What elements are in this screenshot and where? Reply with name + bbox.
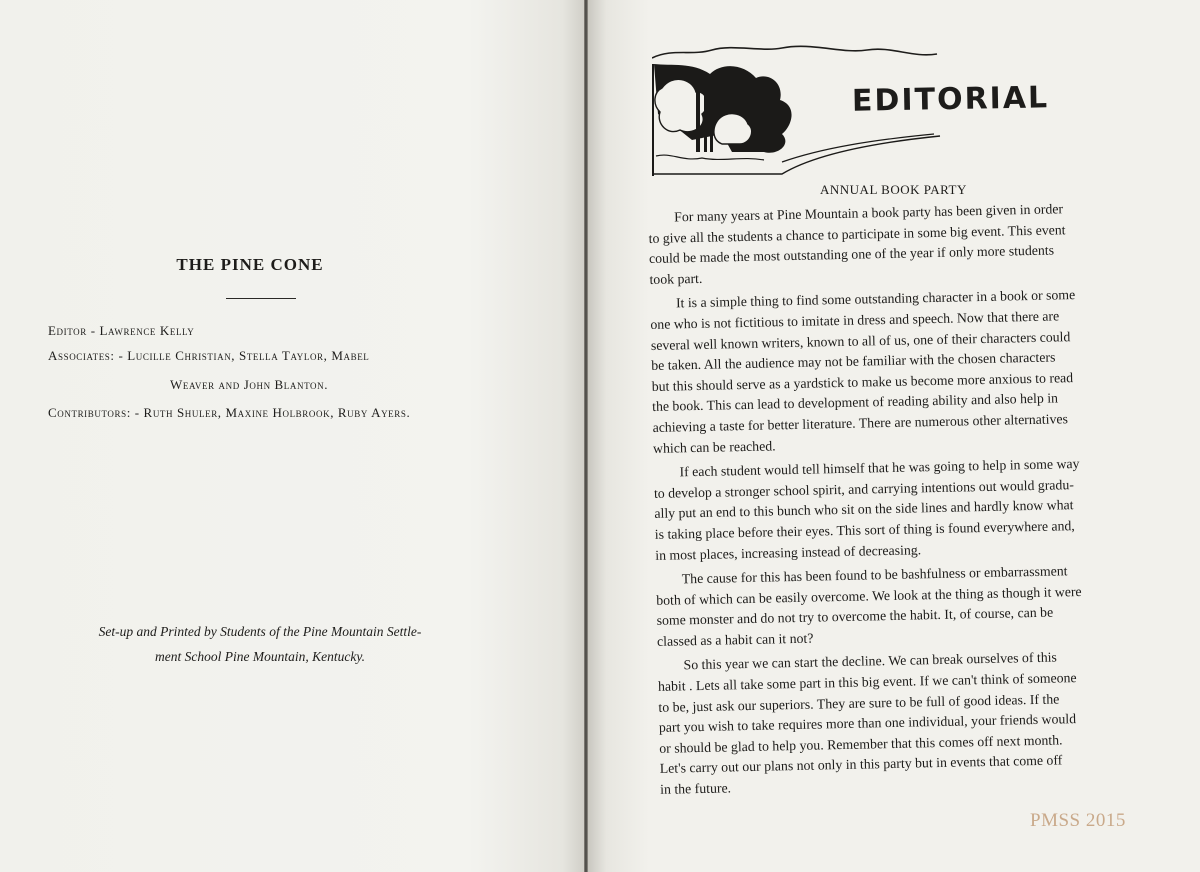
- text-line: the book. This can lead to development of reading ability and also help in: [652, 390, 1059, 415]
- article-body: [648, 197, 1185, 804]
- text-line: some monster and do not try to overcome the habit. It, of course, can be: [656, 604, 1054, 629]
- paragraph: [657, 645, 1185, 800]
- text-line: If each student would tell himself that he was going to help in some way: [679, 456, 1080, 480]
- text-line: be taken. All the audience may not be familiar with the chosen characters: [651, 349, 1056, 374]
- paragraph: [648, 197, 1175, 290]
- text-line: The cause for this has been found to be bashfulness or embarrassment: [681, 563, 1068, 587]
- text-line: could be made the most outstanding one of the year if only more students: [648, 242, 1055, 267]
- text-line: part you wish to take requires more than one individual, your friends would: [658, 711, 1077, 736]
- text-line: which can be reached.: [652, 437, 776, 456]
- text-line: in most places, increasing instead of decreasing.: [655, 541, 922, 563]
- page-gutter: [584, 0, 588, 872]
- publication-title: THE PINE CONE: [176, 255, 324, 274]
- archive-watermark: PMSS 2015: [1030, 810, 1126, 831]
- text-line: but this should serve as a yardstick to make us become more anxious to read: [651, 369, 1074, 394]
- text-line: several well known writers, known to all of us, one of their characters could: [650, 328, 1071, 353]
- text-line: Let's carry out our plans not only in this party but in events that come off: [659, 752, 1063, 777]
- text-line: classed as a habit can it not?: [656, 630, 814, 649]
- printed-by-credit: [40, 619, 480, 669]
- text-line: to give all the students a chance to participate in some big event. This event: [648, 221, 1066, 246]
- text-line: So this year we can start the decline. We can break ourselves of this: [683, 650, 1057, 673]
- associates-line-2: Weaver and John Blanton.: [170, 377, 329, 392]
- text-line: or should be glad to help you. Remember that this comes off next month.: [659, 732, 1063, 756]
- text-line: in the future.: [660, 780, 732, 797]
- left-page: [0, 0, 586, 872]
- text-line: achieving a taste for better literature. There are numerous other alternatives: [652, 411, 1069, 435]
- associates-line-1: Associates: - Lucille Christian, Stella Taylor, Mabel: [48, 348, 370, 363]
- article-title: ANNUAL BOOK PARTY: [820, 182, 967, 197]
- editorial-heading: EDITORIAL: [851, 80, 1050, 119]
- paragraph: [653, 452, 1180, 566]
- paragraph: [656, 559, 1183, 652]
- text-line: one who is not fictitious to imitate in dress and speech. Now that there are: [650, 308, 1060, 332]
- text-line: to be, just ask our superiors. They are sure to be full of good ideas. If the: [658, 691, 1060, 715]
- text-line: took part.: [649, 270, 703, 287]
- text-line: to develop a stronger school spirit, and carrying intentions out would gradu-: [653, 476, 1074, 501]
- contributors-line: Contributors: - Ruth Shuler, Maxine Holbrook, Ruby Ayers.: [48, 405, 411, 420]
- text-line: is taking place before their eyes. This sort of thing is found everywhere and,: [654, 518, 1075, 542]
- text-line: habit . Lets all take some part in this big event. If we can't think of someone: [657, 670, 1077, 694]
- text-line: For many years at Pine Mountain a book party has been given in order: [674, 201, 1064, 225]
- title-divider: [226, 298, 296, 299]
- paragraph: [650, 283, 1178, 459]
- text-line: It is a simple thing to find some outstanding character in a book or some: [675, 287, 1076, 311]
- printed-by-line-1: Set-up and Printed by Students of the Pine Mountain Settle-: [98, 624, 422, 639]
- text-line: both of which can be easily overcome. We look at the thing as though it were: [656, 583, 1082, 608]
- editor-line: Editor - Lawrence Kelly: [48, 323, 195, 338]
- printed-by-line-2: ment School Pine Mountain, Kentucky.: [155, 649, 365, 664]
- text-line: ally put an end to this bunch who sit on the side lines and hardly know what: [654, 497, 1074, 522]
